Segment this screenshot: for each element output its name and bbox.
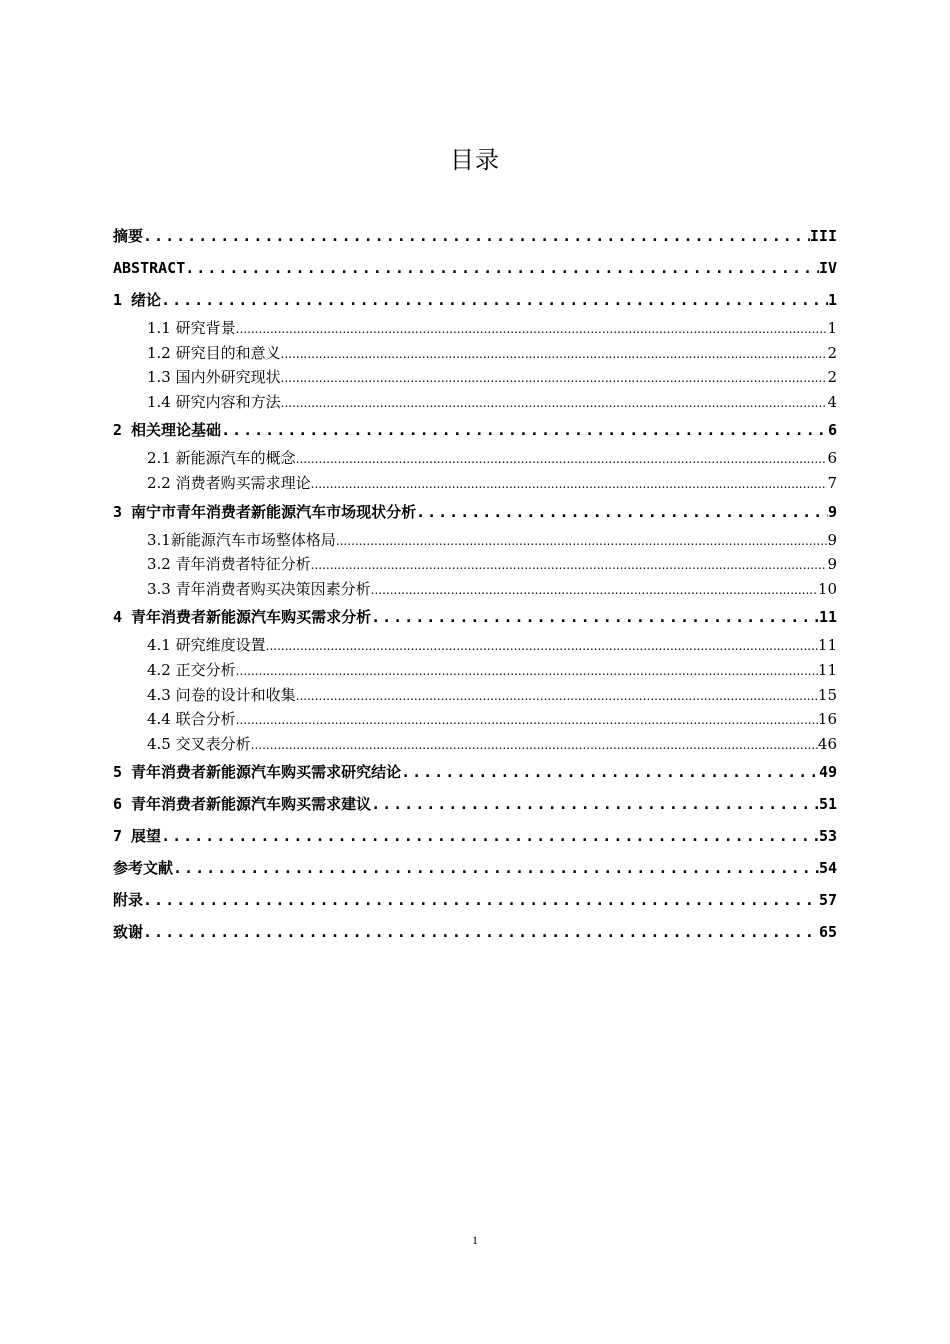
dot-leader — [161, 820, 819, 852]
toc-subentry[interactable] — [113, 528, 837, 553]
dot-leader — [173, 852, 819, 884]
dot-leader — [236, 317, 828, 341]
toc-entry-page: 10 — [817, 579, 837, 598]
toc-entry-page: 6 — [827, 449, 837, 468]
dot-leader — [416, 496, 828, 528]
toc-entry-label: 1.2 研究目的和意义 — [147, 343, 281, 362]
toc-subentry[interactable] — [113, 341, 837, 366]
toc-subentry[interactable] — [113, 390, 837, 415]
toc-entry-page: 1 — [827, 291, 837, 309]
dot-leader — [161, 284, 828, 316]
toc-subentry[interactable] — [113, 658, 837, 683]
toc-entry-label: 1 绪论 — [113, 291, 162, 309]
toc-entry-label: 3.1新能源汽车市场整体格局 — [147, 530, 336, 549]
dot-leader — [371, 601, 819, 633]
toc-entry-page: 46 — [817, 734, 837, 753]
toc-subentry[interactable] — [113, 732, 837, 757]
toc-entry[interactable] — [113, 788, 837, 820]
toc-subentry[interactable] — [113, 552, 837, 577]
toc-subentry[interactable] — [113, 633, 837, 658]
toc-subentry[interactable] — [113, 577, 837, 602]
toc-entry[interactable] — [113, 601, 837, 633]
toc-entry-label: 3 南宁市青年消费者新能源汽车市场现状分析 — [113, 502, 417, 521]
toc-entry[interactable] — [113, 852, 837, 884]
dot-leader — [401, 756, 819, 788]
toc-entry[interactable] — [113, 884, 837, 916]
toc-entry[interactable] — [113, 496, 837, 528]
table-of-contents — [113, 220, 837, 948]
toc-entry-label: 7 展望 — [113, 827, 162, 846]
dot-leader — [371, 788, 819, 820]
dot-leader — [143, 916, 819, 948]
toc-entry[interactable] — [113, 414, 837, 446]
toc-entry[interactable] — [113, 284, 837, 316]
toc-entry-label: 摘要 — [113, 227, 144, 245]
toc-subentry[interactable] — [113, 316, 837, 341]
toc-entry-label: 1.4 研究内容和方法 — [147, 392, 281, 411]
toc-entry-label: 附录 — [113, 891, 144, 910]
toc-title: 目录 — [450, 146, 500, 174]
toc-entry-label: 4 青年消费者新能源汽车购买需求分析 — [113, 608, 372, 627]
toc-entry-page: 11 — [817, 636, 837, 655]
toc-entry-page: IV — [818, 259, 837, 277]
dot-leader — [266, 634, 818, 658]
dot-leader — [281, 342, 828, 366]
toc-entry-page: 4 — [827, 392, 837, 411]
page-number: 1 — [472, 1233, 478, 1247]
toc-entry-label: 1.1 研究背景 — [147, 319, 236, 337]
toc-entry-page: 16 — [817, 710, 837, 729]
dot-leader — [143, 220, 810, 252]
toc-entry-page: 2 — [827, 343, 837, 362]
dot-leader — [281, 366, 828, 390]
toc-entry-label: 2 相关理论基础 — [113, 421, 222, 440]
toc-subentry[interactable] — [113, 683, 837, 708]
toc-entry-label: 4.3 问卷的设计和收集 — [147, 685, 296, 704]
dot-leader — [281, 391, 828, 415]
dot-leader — [336, 529, 828, 553]
toc-entry-label: 4.5 交叉表分析 — [147, 734, 251, 753]
toc-entry-label: 3.3 青年消费者购买决策因素分析 — [147, 579, 371, 598]
dot-leader — [311, 472, 828, 496]
toc-entry-page: 54 — [818, 859, 837, 878]
toc-entry-page: 9 — [827, 530, 837, 549]
toc-entry[interactable] — [113, 756, 837, 788]
toc-entry[interactable] — [113, 820, 837, 852]
toc-entry-page: 15 — [817, 685, 837, 704]
dot-leader — [296, 447, 828, 471]
toc-entry-label: ABSTRACT — [113, 259, 186, 277]
dot-leader — [371, 578, 818, 602]
toc-entry-page: 11 — [817, 660, 837, 679]
toc-entry-label: 6 青年消费者新能源汽车购买需求建议 — [113, 795, 372, 814]
toc-entry-label: 2.2 消费者购买需求理论 — [147, 473, 311, 492]
toc-entry-label: 3.2 青年消费者特征分析 — [147, 555, 311, 574]
dot-leader — [311, 553, 828, 577]
toc-entry-label: 4.4 联合分析 — [147, 710, 236, 729]
toc-entry-page: 9 — [827, 502, 837, 521]
toc-entry-page: 2 — [827, 368, 837, 387]
dot-leader — [143, 884, 819, 916]
toc-entry-page: 53 — [818, 827, 837, 846]
dot-leader — [251, 733, 818, 757]
toc-entry[interactable] — [113, 252, 837, 284]
dot-leader — [185, 252, 819, 284]
toc-subentry[interactable] — [113, 471, 837, 496]
dot-leader — [236, 659, 818, 683]
toc-entry-label: 1.3 国内外研究现状 — [147, 368, 281, 387]
toc-entry-label: 4.2 正交分析 — [147, 660, 236, 679]
toc-entry-label: 致谢 — [113, 923, 144, 942]
toc-entry-page: 6 — [827, 421, 837, 440]
toc-entry-page: 65 — [818, 923, 837, 942]
toc-entry-page: 51 — [818, 795, 837, 814]
dot-leader — [236, 708, 818, 732]
toc-subentry[interactable] — [113, 446, 837, 471]
toc-entry-label: 参考文献 — [113, 859, 174, 878]
dot-leader — [296, 684, 818, 708]
toc-entry-page: 9 — [827, 555, 837, 574]
toc-entry[interactable] — [113, 220, 837, 252]
toc-subentry[interactable] — [113, 707, 837, 732]
toc-entry-page: 57 — [818, 891, 837, 910]
toc-subentry[interactable] — [113, 365, 837, 390]
toc-entry-page: 7 — [827, 473, 837, 492]
toc-entry-page: III — [809, 227, 837, 245]
toc-entry[interactable] — [113, 916, 837, 948]
toc-entry-label: 2.1 新能源汽车的概念 — [147, 449, 296, 468]
toc-entry-page: 49 — [818, 763, 837, 782]
toc-entry-label: 4.1 研究维度设置 — [147, 636, 266, 655]
dot-leader — [221, 414, 828, 446]
toc-entry-page: 1 — [827, 319, 837, 337]
toc-entry-page: 11 — [818, 608, 837, 627]
toc-entry-label: 5 青年消费者新能源汽车购买需求研究结论 — [113, 763, 402, 782]
